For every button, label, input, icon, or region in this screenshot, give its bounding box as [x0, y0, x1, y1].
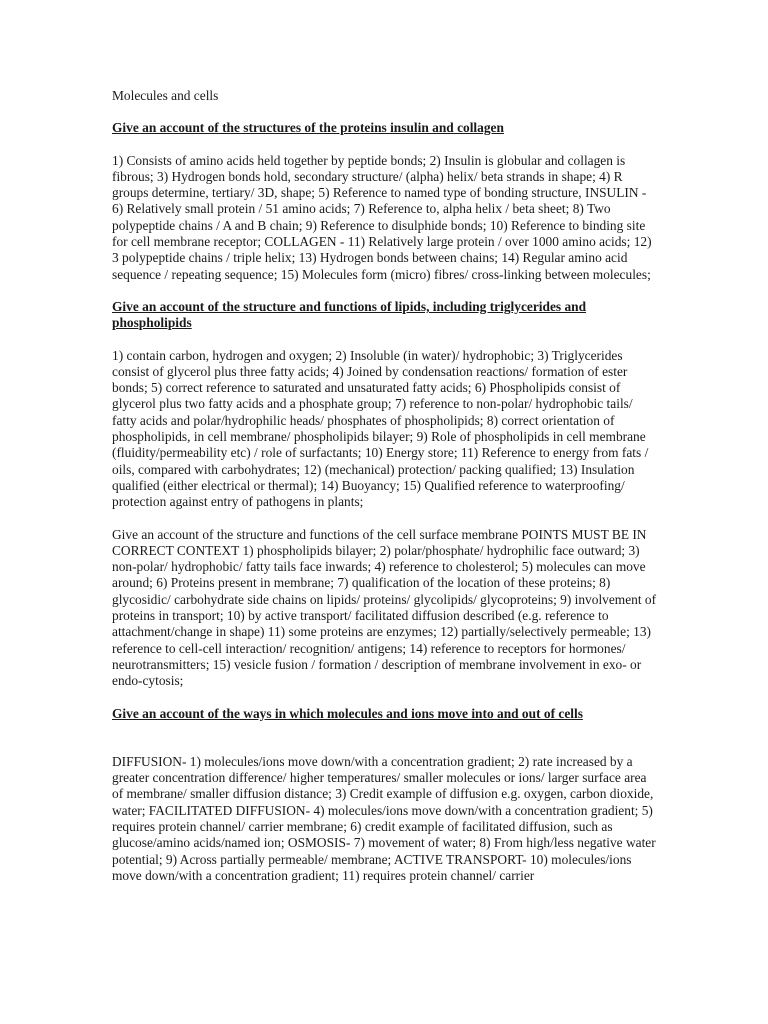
section-body-lipids: 1) contain carbon, hydrogen and oxygen; 2) Insoluble (in water)/ hydrophobic; 3) Triglycerides consist of glycerol plus three fatty acids; 4) Joined by condensation reactions/ formation of ester bonds; 5) correct reference to saturated and unsaturated fatty acids; 6) Phospholipids consist of glycerol plus two fatty acids and a phosphate group; 7) reference to non-polar/ hydrophobic tails/ fatty acids and polar/hydrophilic heads/ phosphates of phospholipids; 8) correct orientation of phospholipids, in cell membrane/ phospholipids bilayer; 9) Role of phospholipids in cell membrane (fluidity/permeability etc) / role of surfactants; 10) Energy store; 11) Reference to energy from fats / oils, compared with carbohydrates; 12) (mechanical) protection/ packing qualified; 13) Insulation qualified (either electrical or thermal); 14) Buoyancy; 15) Qualified reference to waterproofing/ protection against entry of pathogens in plants;: [112, 347, 649, 510]
section-body-proteins: 1) Consists of amino acids held together by peptide bonds; 2) Insulin is globular and collagen is fibrous; 3) Hydrogen bonds hold, secondary structure/ (alpha) helix/ beta strands in shape; 4) R groups determine, tertiary/ 3D, shape; 5) Reference to named type of bonding structure, INSULIN - 6) Relatively small protein / 51 amino acids; 7) Reference to, alpha helix / beta sheet; 8) Two polypeptide chains / A and B chain; 9) Reference to disulphide bonds; 10) Reference to binding site for cell membrane receptor; COLLAGEN - 11) Relatively large protein / over 1000 amino acids; 12) 3 polypeptide chains / triple helix; 13) Hydrogen bonds between chains; 14) Regular amino acid sequence / repeating sequence; 15) Molecules form (micro) fibres/ cross-linking between molecules;: [112, 152, 652, 282]
document-title: Molecules and cells: [112, 88, 219, 103]
section-heading-proteins: Give an account of the structures of the proteins insulin and collagen: [112, 120, 504, 136]
section-body-cell-membrane: Give an account of the structure and functions of the cell surface membrane POINTS MUST BE IN CORRECT CONTEXT 1) phospholipids bilayer; 2) polar/phosphate/ hydrophilic face outward; 3) non-polar/ hydrophobic/ fatty tails face inwards; 4) reference to cholesterol; 5) molecules can move around; 6) Proteins present in membrane; 7) qualification of the location of these proteins; 8) glycosidic/ carbohydrate side chains on lipids/ proteins/ glycolipids/ glycoproteins; 9) involvement of proteins in transport; 10) by active transport/ facilitated diffusion described (e.g. reference to attachment/change in shape) 11) some proteins are enzymes; 12) partially/selectively permeable; 13) reference to cell-cell interaction/ recognition/ antigens; 14) reference to receptors for hormones/ neurotransmitters; 15) vesicle fusion / formation / description of membrane involvement in exo- or endo-cytosis;: [112, 526, 657, 689]
document-page: [112, 88, 657, 900]
section-body-transport: DIFFUSION- 1) molecules/ions move down/with a concentration gradient; 2) rate increased by a greater concentration difference/ higher temperatures/ smaller molecules or ions/ larger surface area of membrane/ smaller diffusion distance; 3) Credit example of diffusion e.g. oxygen, carbon dioxide, water; FACILITATED DIFFUSION- 4) molecules/ions move down/with a concentration gradient; 5) requires protein channel/ carrier membrane; 6) credit example of facilitated diffusion, such as glucose/amino acids/named ion; OSMOSIS- 7) movement of water; 8) From high/less negative water potential; 9) Across partially permeable/ membrane; ACTIVE TRANSPORT- 10) molecules/ions move down/with a concentration gradient; 11) requires protein channel/ carrier: [112, 753, 656, 883]
section-heading-transport: Give an account of the ways in which molecules and ions move into and out of cells: [112, 705, 583, 721]
section-heading-lipids: Give an account of the structure and functions of lipids, including triglycerides and phospholipids: [112, 298, 587, 331]
